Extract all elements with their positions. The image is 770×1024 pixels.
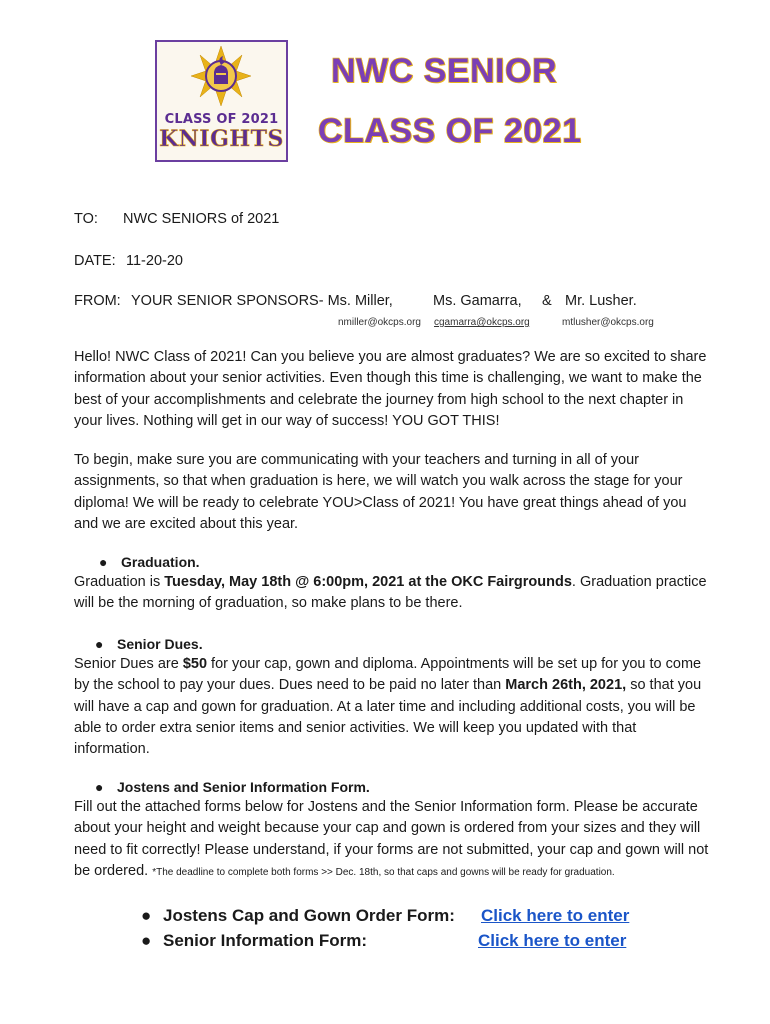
email-miller: nmiller@okcps.org (338, 317, 421, 328)
date-value: 11-20-20 (126, 253, 183, 269)
graduation-text-2: . Graduation practice will be the morning of graduation, so make plans to be there. (74, 574, 707, 612)
from-value: YOUR SENIOR SPONSORS- Ms. Miller, (131, 293, 393, 309)
form-row-jostens (141, 906, 455, 926)
jostens-text: Fill out the attached forms below for Jostens and the Senior Information form. Please be accurate about your height and weight because your cap and gown is ordered from your sizes and they will need to fit correctly! Please understand, if your forms are not submitted, your cap and gown will not be ordered. (74, 799, 709, 879)
bullet-icon: ● (99, 554, 108, 570)
jostens-paragraph (74, 797, 714, 883)
jostens-deadline-note: *The deadline to complete both forms >> Dec. 18th, so that caps and gowns will be ready for graduation. (152, 866, 615, 878)
jostens-heading-text: Jostens and Senior Information Form. (117, 779, 370, 795)
dues-heading-text: Senior Dues. (117, 636, 203, 652)
form-row-senior-info (141, 931, 367, 951)
dues-amount: $50 (182, 656, 208, 672)
graduation-heading-text: Graduation. (121, 554, 200, 570)
form-label-jostens: Jostens Cap and Gown Order Form: (163, 906, 455, 925)
page-title-line2: CLASS OF 2021 (318, 112, 582, 150)
dues-text-3: so that you will have a cap and gown for graduation. At a later time and including additional costs, you will be able to order extra senior items and senior activities. We will keep you updated with that information. (74, 677, 702, 758)
bullet-icon: ● (95, 779, 104, 795)
bullet-icon: ● (141, 906, 152, 925)
email-lusher: mtlusher@okcps.org (562, 317, 654, 328)
to-label: TO: (74, 211, 98, 227)
bullet-icon: ● (141, 931, 152, 950)
dues-text-1: Senior Dues are (74, 656, 183, 672)
jostens-form-link[interactable]: Click here to enter (481, 906, 630, 925)
dues-paragraph (74, 654, 714, 760)
class-logo (155, 40, 288, 162)
date-label: DATE: (74, 253, 116, 269)
intro-paragraph (74, 347, 714, 432)
form-label-senior-info: Senior Information Form: (163, 931, 367, 950)
graduation-paragraph (74, 572, 714, 615)
to-value: NWC SENIORS of 2021 (123, 211, 280, 227)
sponsor-lusher: Mr. Lusher. (565, 293, 637, 309)
senior-info-form-link[interactable]: Click here to enter (478, 931, 627, 950)
dues-deadline: March 26th, 2021, (505, 677, 627, 694)
graduation-text-1: Graduation is (74, 574, 165, 590)
begin-paragraph (74, 450, 714, 535)
graduation-date: Tuesday, May 18th @ 6:00pm, 2021 at the OKC Fairgrounds (164, 574, 572, 590)
begin-text: To begin, make sure you are communicating with your teachers and turning in all of your assignments, so that when graduation is here, we will watch you walk across the stage for your diploma! We will be ready to celebrate YOU>Class of 2021! You have great things ahead of you and we are excited about this year. (74, 452, 687, 532)
ampersand: & (542, 293, 552, 309)
graduation-heading (99, 554, 200, 570)
logo-knights-text: KNIGHTS (159, 126, 284, 152)
sponsor-gamarra: Ms. Gamarra, (433, 293, 522, 309)
jostens-heading (95, 779, 370, 795)
intro-text: Hello! NWC Class of 2021! Can you believe you are almost graduates? We are so excited to share information about your senior activities. Even though this time is challenging, we want to make the best of your accomplishments and celebrate the journey from high school to the next chapter in your lives. Nothing will get in our way of success! YOU GOT THIS! (74, 349, 707, 429)
dues-heading (95, 636, 203, 652)
page-title-line1: NWC SENIOR (331, 52, 557, 90)
from-label: FROM: (74, 293, 121, 309)
dues-text-2: for your cap, gown and diploma. Appointments will be set up for you to come by the school to pay your dues. Dues need to be paid no later than (74, 656, 702, 694)
email-gamarra[interactable]: cgamarra@okcps.org (434, 317, 530, 328)
logo-class-text: CLASS OF 2021 (164, 112, 279, 127)
bullet-icon: ● (95, 636, 104, 652)
